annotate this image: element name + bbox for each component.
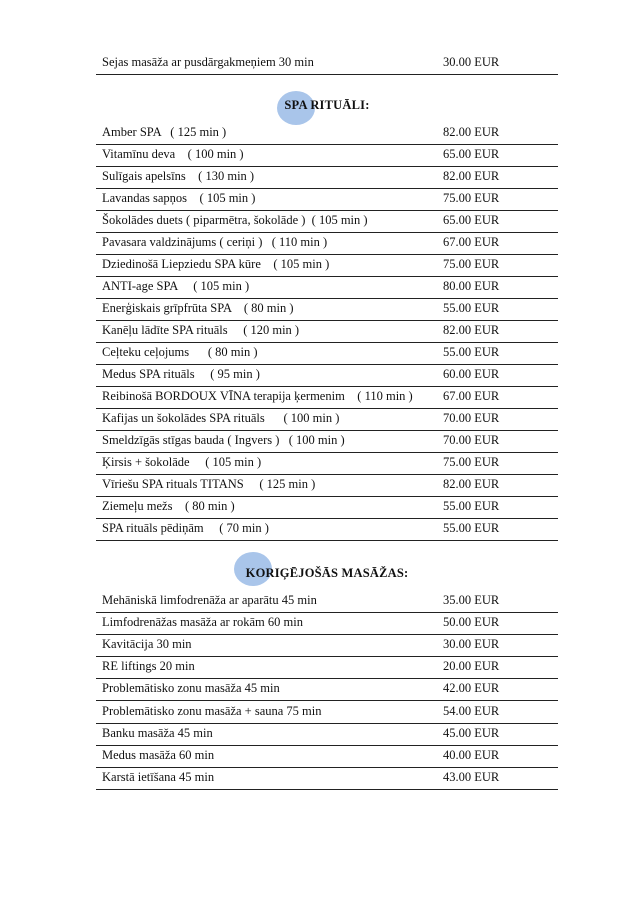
- service-name: Limfodrenāžas masāža ar rokām 60 min: [102, 615, 303, 630]
- service-price: 75.00 EUR: [443, 191, 500, 205]
- service-name: Problemātisko zonu masāža 45 min: [102, 681, 280, 696]
- price-row: [96, 634, 558, 657]
- service-name: Šokolādes duets ( piparmētra, šokolāde ) ( 105 min ): [102, 213, 368, 227]
- price-row: [96, 364, 558, 387]
- service-name: Medus SPA rituāls ( 95 min ): [102, 367, 260, 381]
- service-price: 55.00 EUR: [443, 345, 500, 359]
- price-row: [96, 188, 558, 211]
- service-price: 54.00 EUR: [443, 703, 500, 718]
- service-name: Vitamīnu deva ( 100 min ): [102, 147, 244, 161]
- service-price: 75.00 EUR: [443, 257, 500, 271]
- service-price: 50.00 EUR: [443, 615, 500, 630]
- service-price: 82.00 EUR: [443, 323, 500, 337]
- service-name: Dziedinošā Liepziedu SPA kūre ( 105 min ): [102, 257, 330, 271]
- service-name: Banku masāža 45 min: [102, 725, 213, 740]
- price-row: [96, 767, 558, 790]
- service-name: Amber SPA ( 125 min ): [102, 125, 227, 139]
- price-row: [96, 232, 558, 255]
- price-row: [96, 723, 558, 746]
- price-row: [96, 474, 558, 497]
- service-price: 82.00 EUR: [443, 477, 500, 491]
- service-name: Sulīgais apelsīns ( 130 min ): [102, 169, 255, 183]
- price-row: [96, 701, 558, 724]
- price-row: [96, 430, 558, 453]
- service-price: 60.00 EUR: [443, 367, 500, 381]
- service-name: Ķirsis + šokolāde ( 105 min ): [102, 455, 262, 469]
- service-price: 30.00 EUR: [443, 55, 500, 69]
- service-price: 42.00 EUR: [443, 681, 500, 696]
- price-row: [96, 518, 558, 541]
- service-price: 43.00 EUR: [443, 769, 500, 784]
- price-row: [96, 745, 558, 768]
- service-price: 67.00 EUR: [443, 389, 500, 403]
- price-row: [96, 254, 558, 277]
- service-price: 70.00 EUR: [443, 411, 500, 425]
- service-price: 20.00 EUR: [443, 659, 500, 674]
- service-price: 65.00 EUR: [443, 213, 500, 227]
- service-price: 35.00 EUR: [443, 593, 500, 607]
- price-row: [96, 612, 558, 635]
- spa-rituals-heading: [96, 98, 558, 113]
- service-name: Enerģiskais grīpfrūta SPA ( 80 min ): [102, 301, 294, 315]
- service-name: Vīriešu SPA rituals TITANS ( 125 min ): [102, 477, 316, 491]
- service-name: Medus masāža 60 min: [102, 747, 215, 762]
- section-heading-text: KORIĢĒJOŠĀS MASĀŽAS:: [245, 566, 409, 580]
- price-row: [96, 320, 558, 343]
- price-row-top: [96, 52, 558, 75]
- service-price: 30.00 EUR: [443, 637, 500, 652]
- service-name: Kanēļu lādīte SPA rituāls ( 120 min ): [102, 323, 300, 337]
- service-price: 82.00 EUR: [443, 169, 500, 183]
- service-name: Pavasara valdzinājums ( ceriņi ) ( 110 min ): [102, 235, 328, 249]
- price-row: [96, 298, 558, 321]
- service-price: 55.00 EUR: [443, 301, 500, 315]
- price-row: [96, 122, 558, 145]
- service-name: SPA rituāls pēdiņām ( 70 min ): [102, 521, 269, 535]
- price-row: [96, 342, 558, 365]
- corrective-massages-heading: [96, 566, 558, 581]
- service-name: Kavitācija 30 min: [102, 637, 192, 652]
- service-name: Kafijas un šokolādes SPA rituāls ( 100 min ): [102, 411, 340, 425]
- service-price: 80.00 EUR: [443, 279, 500, 293]
- price-row: [96, 166, 558, 189]
- price-row: [96, 276, 558, 299]
- service-name: Karstā ietīšana 45 min: [102, 769, 215, 784]
- price-row: [96, 210, 558, 233]
- service-price: 55.00 EUR: [443, 521, 500, 535]
- service-price: 75.00 EUR: [443, 455, 500, 469]
- service-price: 40.00 EUR: [443, 747, 500, 762]
- service-name: ANTI-age SPA ( 105 min ): [102, 279, 250, 293]
- price-row: [96, 408, 558, 431]
- service-name: Lavandas sapņos ( 105 min ): [102, 191, 256, 205]
- service-price: 70.00 EUR: [443, 433, 500, 447]
- service-name: Mehāniskā limfodrenāža ar aparātu 45 min: [102, 593, 317, 607]
- price-row: [96, 496, 558, 519]
- service-name: Reibinošā BORDOUX VĪNA terapija ķermenim ( 110 min ): [102, 389, 413, 403]
- service-price: 65.00 EUR: [443, 147, 500, 161]
- service-name: RE liftings 20 min: [102, 659, 195, 674]
- price-row: [96, 452, 558, 475]
- section-heading-text: SPA RITUĀLI:: [284, 98, 370, 112]
- price-row: [96, 656, 558, 679]
- service-price: 82.00 EUR: [443, 125, 500, 139]
- service-price: 45.00 EUR: [443, 725, 500, 740]
- service-name: Smeldzīgās stīgas bauda ( Ingvers ) ( 100 min ): [102, 433, 345, 447]
- service-name: Sejas masāža ar pusdārgakmeņiem 30 min: [102, 55, 314, 69]
- price-row: [96, 678, 558, 701]
- service-name: Ceļteku ceļojums ( 80 min ): [102, 345, 258, 359]
- service-name: Problemātisko zonu masāža + sauna 75 min: [102, 703, 322, 718]
- service-price: 55.00 EUR: [443, 499, 500, 513]
- price-row: [96, 386, 558, 409]
- price-row: [96, 144, 558, 167]
- service-name: Ziemeļu mežs ( 80 min ): [102, 499, 235, 513]
- price-row: [96, 590, 558, 613]
- service-price: 67.00 EUR: [443, 235, 500, 249]
